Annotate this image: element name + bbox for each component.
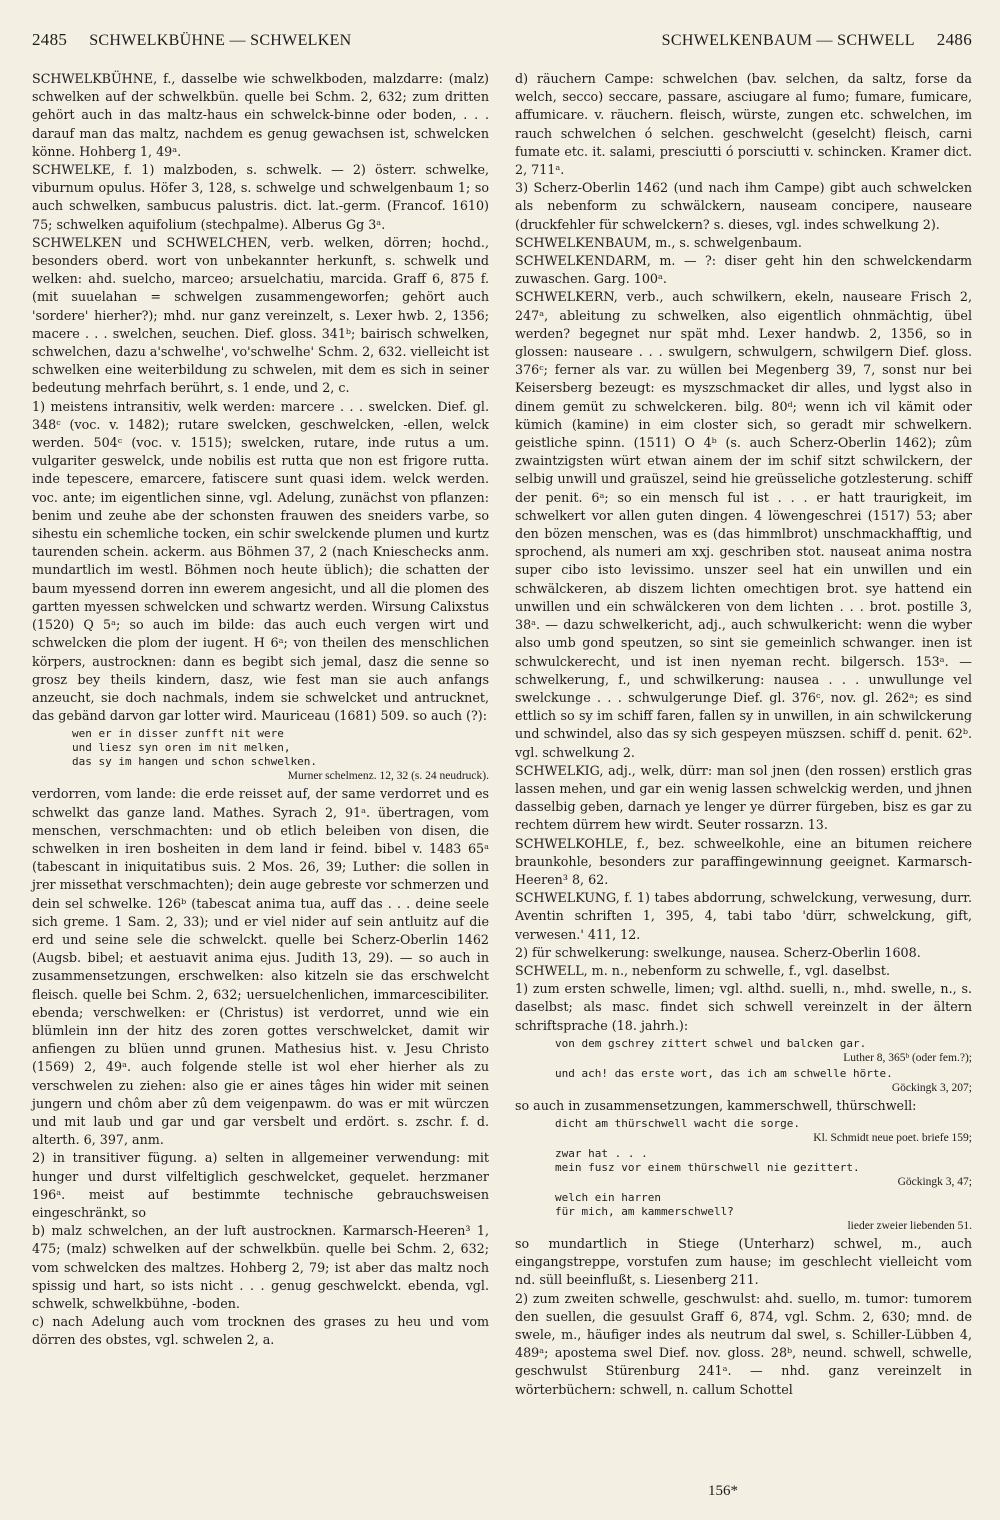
quote-line: wen er in disser zunfft nit were: [72, 727, 284, 741]
quote-source: Murner schelmenz. 12, 32 (s. 24 neudruck).: [287, 770, 489, 783]
verse-quote-luther: [555, 1037, 972, 1065]
entry-schwell-sense-2: 2) zum zweiten schwelle, geschwulst: ahd. suello, m. tumor: tumorem den suellen, die gesuulst Graff 6, 874, vgl. Schm. 2, 630; mnd. de swele, m., häufiger indes als neutrum dal swel, s. Schiller-Lübben 4, 489ᵃ; apostema swel Dief. nov. gloss. 28ᵇ, neund. schwell, schwelle, geschwulst Stürenburg 241ᵃ. — nhd. ganz vereinzelt in wörterbüchern: schwell, n. callum Schottel: [515, 1290, 972, 1397]
quote-line: für mich, am kammerschwell?: [555, 1204, 734, 1218]
entry-schwelkbuehne: SCHWELKBÜHNE, f., dasselbe wie schwelkboden, malzdarre: (malz) schwelken auf der schwelkbün. quelle bei Schm. 2, 632; zum dritten gehört auch in das maltz-haus ein schwelck-binne oder boden, . . . darauf man das maltz, nachdem es genug gewachsen ist, schwelcken könne. Hohberg 1, 49ᵃ.: [32, 71, 489, 159]
entry-schwell-dialect: so mundartlich in Stiege (Unterharz) schwel, m., auch eingangstreppe, vorstufen zum hause; im geschlecht vielleicht vom nd. süll beeinflußt, s. Liesenberg 211.: [515, 1235, 972, 1288]
verse-quote-lieder: [555, 1191, 972, 1233]
verse-quote-goeckingk-1: [555, 1067, 972, 1095]
left-running-title: SCHWELKBÜHNE — SCHWELKEN: [89, 32, 352, 49]
header-right: [502, 30, 972, 50]
text-columns: [32, 70, 972, 1399]
quote-source: Göckingk 3, 207;: [891, 1081, 972, 1094]
entry-schwelkung-2: 2) für schwelkerung: swelkunge, nausea. Scherz-Oberlin 1608.: [515, 944, 921, 960]
quote-line: zwar hat . . .: [555, 1146, 648, 1160]
header-left: [32, 30, 502, 50]
entry-schwelken-sense-2c: c) nach Adelung auch vom trocknen des grases zu heu und vom dörren des obstes, vgl. schwelen 2, a.: [32, 1314, 489, 1348]
quote-line: mein fusz vor einem thürschwell nie gezittert.: [555, 1160, 860, 1174]
quote-source: Göckingk 3, 47;: [897, 1175, 972, 1188]
quote-line: und liesz syn oren im nit melken,: [72, 741, 291, 755]
quote-line: dicht am thürschwell wacht die sorge.: [555, 1116, 801, 1130]
right-column: [515, 70, 972, 1399]
compounds-note: so auch in zusammensetzungen, kammerschwell, thürschwell:: [515, 1097, 917, 1113]
entry-schwelke: SCHWELKE, f. 1) malzboden, s. schwelk. — 2) österr. schwelke, viburnum opulus. Höfer 3, 128, s. schwelge und schwelgenbaum 1; so auch schwelken, sambucus palustris. dict. lat.-germ. (Francof. 1610) 75; schwelken aquifolium (stechpalme). Alberus Gg 3ᵃ.: [32, 162, 489, 232]
entry-schwell: SCHWELL, m. n., nebenform zu schwelle, f., vgl. daselbst.: [515, 962, 891, 978]
entry-schwelken-continued: verdorren, vom lande: die erde reisset auf, der same verdorret und es schwelkt das ganze land. Mathes. Syrach 2, 91ᵃ. übertragen, vom menschen, verschmachten: und ob etlich beleiben von disen, die schwelken in iren bosheiten in dem land ir feind. bibel v. 1483 65ᵃ (tabescant in iniquitatibus suis. 2 Mos. 26, 39; Luther: die sollen in jrer missethat verschmachten); dein auge gebreste vor schmerzen und dein sel schwelke. 126ᵇ (tabescat anima tua, auff das . . . deine seele sich greme. 1 Sam. 2, 33); und er viel nider auf sein antluitz auf die erd und seine sele die schwelckt. quelle bei Scherz-Oberlin 1462 (Augsb. bibel; et aestuavit anima ejus. Judith 13, 29). — so auch in zusammensetzungen, erschwelken: also kitzeln sie das erschwelcht fleisch. quelle bei Schm. 2, 632; uersuelchenlichen, immarcescibiliter. ebenda; verschwelken: er (Christus) ist verdorret, unnd wie ein blümlein inn der hitz des zoren gottes verschwelcket, damit wir anfiengen zu blüen unnd grunen. Mathesius hist. v. Jesu Christo (1569) 2, 49ᵃ. auch folgende stelle ist wol eher hierher als zu verschwelen zu ziehen: also gie er aines tâges hin wider mit seinen jungern und chôm aber zû dem veigenpawm. do was er mit würczen und mit laub und gar und gar versbelt und erdört. s. zschr. f. d. alterth. 6, 397, anm.: [32, 786, 489, 1148]
entry-schwelken: SCHWELKEN und SCHWELCHEN, verb. welken, dörren; hochd., besonders oberd. wort von unbekannter herkunft, s. schwelk und welken: ahd. suelcho, marceo; arsuelchatiu, marcida. Graff 6, 875 f. (mit suuelahan = schwelgen zusammengeworfen; gehört auch 'sordere' hierher?); mhd. nur ganz vereinzelt, s. Lexer hwb. 2, 1356; macere . . . swelchen, seuchen. Dief. gloss. 341ᵇ; bairisch schwelken, schwelchen, dazu a'schwelhe', vo'schwelhe' Schm. 2, 632. vielleicht ist schwelken eine weiterbildung zu schwelen, mit dem es sich in seiner bedeutung mehrfach berührt, s. 1 ende, und 2, c.: [32, 234, 489, 396]
entry-schwelkohle: SCHWELKOHLE, f., bez. schweelkohle, eine an bitumen reichere braunkohle, besonders zur paraffingewinnung geeignet. Karmarsch-Heeren³ 8, 62.: [515, 835, 972, 887]
entry-schwelkendarm: SCHWELKENDARM, m. — ?: diser geht hin den schwelckendarm zuwaschen. Garg. 100ᵃ.: [515, 253, 972, 287]
entry-schwelkung: SCHWELKUNG, f. 1) tabes abdorrung, schwelckung, verwesung, durr. Aventin schriften 1, 395, 4, tabi tabo 'dürr, schwelckung, gift, verwesen.' 411, 12.: [515, 890, 972, 942]
page-header: [32, 30, 972, 58]
entry-schwelken-sense-1: 1) meistens intransitiv, welk werden: marcere . . . swelcken. Dief. gl. 348ᶜ (voc. v. 1482); rutare swelcken, geschwelcken, -ellen, welck werden. 504ᶜ (voc. v. 1515); swelcken, rutare, inde rutus a um. vulgariter geswelck, unde nobilis est rutta que non est frigore rutta. inde tepescere, emarcere, fatiscere sunt quasi idem. welck werden. voc. ante; im eigentlichen sinne, vgl. Adelung, zunächst von pflanzen: benim und zeuhe abe der schonsten frauwen des sneiders varbe, so sihestu ein schemliche tocken, ein schir swelckende plumen und kurtz taurenden schein. ackerm. aus Böhmen 37, 2 (nach Knieschecks anm. mundartlich im westl. Böhmen noch heute üblich); die schatten der baum myessend dorren inn ewerem angesicht, und all die plomen des gartten myessen schwelcken und schwartz werden. Wirsung Calixstus (1520) Q 5ᵃ; so auch im bilde: das auch euch vergen wirt und schwelcken die plom der iugent. H 6ᵃ; von theilen des menschlichen körpers, austrocknen: dann es begibt sich jemal, dasz die senne so grosz bey theils kindern, dasz, wie fest man sie auch anfangs anzeucht, sie doch nachmals, indem sie schwelcket und antrucknet, das gebänd darvon gar lotter wird. Mauriceau (1681) 509. so auch (?):: [32, 398, 489, 724]
quote-line: und ach! das erste wort, das ich am schwelle hörte.: [555, 1066, 893, 1080]
entry-schwelken-sense-3: 3) Scherz-Oberlin 1462 (und nach ihm Campe) gibt auch schwelcken als nebenform zu schwälckern, nauseam concipere, nauseare (druckfehler für schwelckern? s. dieses, vgl. indes schwelkung 2).: [515, 180, 972, 232]
entry-schwelkern: SCHWELKERN, verb., auch schwilkern, ekeln, nauseare Frisch 2, 247ᵃ, ableitung zu schwelken, also eigentlich ohnmächtig, übel werden? begegnet nur spät mhd. Lexer handwb. 2, 1356, so in glossen: nauseare . . . swulgern, schwulgern, schwilgern Dief. gloss. 376ᶜ; ferner als var. zu wüllen bei Megenberg 39, 7, sonst nur bei Keisersberg bezeugt: es myszschmacket dir alles, und lygst also in dinem gemüt zu schwelckeren. bilg. 80ᵈ; wenn ich vil kämit oder kümich (kamine) in eim closter sich, so geradt mir schwelkern. geistliche spinn. (1511) O 4ᵇ (s. auch Scherz-Oberlin 1462); zûm zwaintzigsten würt etwan ainem der im schif sitzt schwilckern, der selbig unwill und graüszel, seind hie greüsseliche gotzlesterung. schiff der penit. 6ᵃ; so ein mensch ful ist . . . er hatt traurigkeit, im schwelkert vor allen guten dingen. 4 löwengeschrei (1517) 53; aber den bözen menschen, was es (das himmlbrot) unschmackhafftig, und sprochend, als numeri am xxj. geschriben stot. nauseat anima nostra super cibo isto levissimo. unszer seel hat ein unwillen und ein schwälckeren, ab diszem lichten omechtigen brot. sye hattend ein unwillen und ein schwälckeren von dem lichten . . . brot. postille 3, 38ᵃ. — dazu schwelkericht, adj., auch schwulkericht: wenn die wyber also umb gond speutzen, so sint sie gemeinlich schwanger. inen ist schwulckerecht, und ist inen nyeman recht. bilgersch. 153ᵃ. — schwelkerung, f., und schwilkerung: nausea . . . unwullunge vel swelckunge . . . schwulgerunge Dief. gl. 376ᶜ, nov. gl. 262ᵃ; es sind ettlich so sy im schiff faren, fallen sy in unwillen, in ain schwilckerung und schwindel, also das sy sich gespeyen müszsen. schiff d. penit. 62ᵇ. vgl. schwelkung 2.: [515, 289, 972, 760]
entry-schwell-sense-1: 1) zum ersten schwelle, limen; vgl. althd. suelli, n., mhd. swelle, n., s. daselbst; als masc. findet sich schwell vereinzelt in der ältern schriftsprache (18. jahrh.):: [515, 981, 972, 1033]
entry-schwelkenbaum: SCHWELKENBAUM, m., s. schwelgenbaum.: [515, 234, 802, 250]
left-column: [32, 70, 489, 1399]
quote-line: das sy im hangen und schon schwelken.: [72, 755, 318, 769]
entry-schwelkig: SCHWELKIG, adj., welk, dürr: man sol jnen (den rossen) erstlich gras lassen mehen, und gar ein wenig lassen schwelckig werden, und jhnen dasselbig geben, darnach ye lenger ye dürrer fürgeben, bisz es gar zu rechtem dürrem hew wirdt. Seuter rossarzn. 13.: [515, 762, 972, 833]
printer-signature: 156*: [708, 1483, 738, 1499]
quote-line: von dem gschrey zittert schwel und balcken gar.: [555, 1036, 867, 1050]
entry-schwelken-sense-2: 2) in transitiver fügung. a) selten in allgemeiner verwendung: mit hunger und durst vilfeltiglich geschwelcket, gequelet. herzmaner 196ᵃ. meist auf bestimmte technische gebrauchsweisen eingeschränkt, so: [32, 1150, 489, 1220]
entry-schwelken-sense-2b: b) malz schwelchen, an der luft austrocknen. Karmarsch-Heeren³ 1, 475; (malz) schwelken auf der schwelkbün. quelle bei Schm. 2, 632; vom schwelcken des maltzes. Hohberg 2, 79; ist aber das maltz noch spissig und hart, so ists nicht . . . genug geschwelckt. ebenda, vgl. schwelk, schwelkbühne, -boden.: [32, 1223, 489, 1311]
right-page-number: 2486: [936, 30, 972, 49]
verse-quote-murner: [72, 727, 489, 783]
right-running-title: SCHWELKENBAUM — SCHWELL: [661, 32, 915, 49]
left-page-number: 2485: [32, 30, 68, 49]
entry-schwelken-sense-2d: d) räuchern Campe: schwelchen (bav. selchen, da saltz, forse da welch, secco) seccare, passare, asciugare al fumo; fumare, fumicare, affumicare. v. räuchern. fleisch, würste, zungen etc. schwelchen, im rauch schwelchen ó selchen. geschwelcht (geselcht) fleisch, carni fumate etc. it. salami, presciutti ó porsciutti v. schincken. Kramer dict. 2, 711ᵃ.: [515, 71, 972, 178]
quote-line: welch ein harren: [555, 1190, 661, 1204]
quote-source: lieder zweier liebenden 51.: [847, 1219, 972, 1232]
verse-quote-goeckingk-2: [555, 1147, 972, 1189]
verse-quote-schmidt: [555, 1117, 972, 1145]
quote-source: Kl. Schmidt neue poet. briefe 159;: [813, 1131, 972, 1144]
quote-source: Luther 8, 365ᵇ (oder fem.?);: [843, 1051, 972, 1064]
